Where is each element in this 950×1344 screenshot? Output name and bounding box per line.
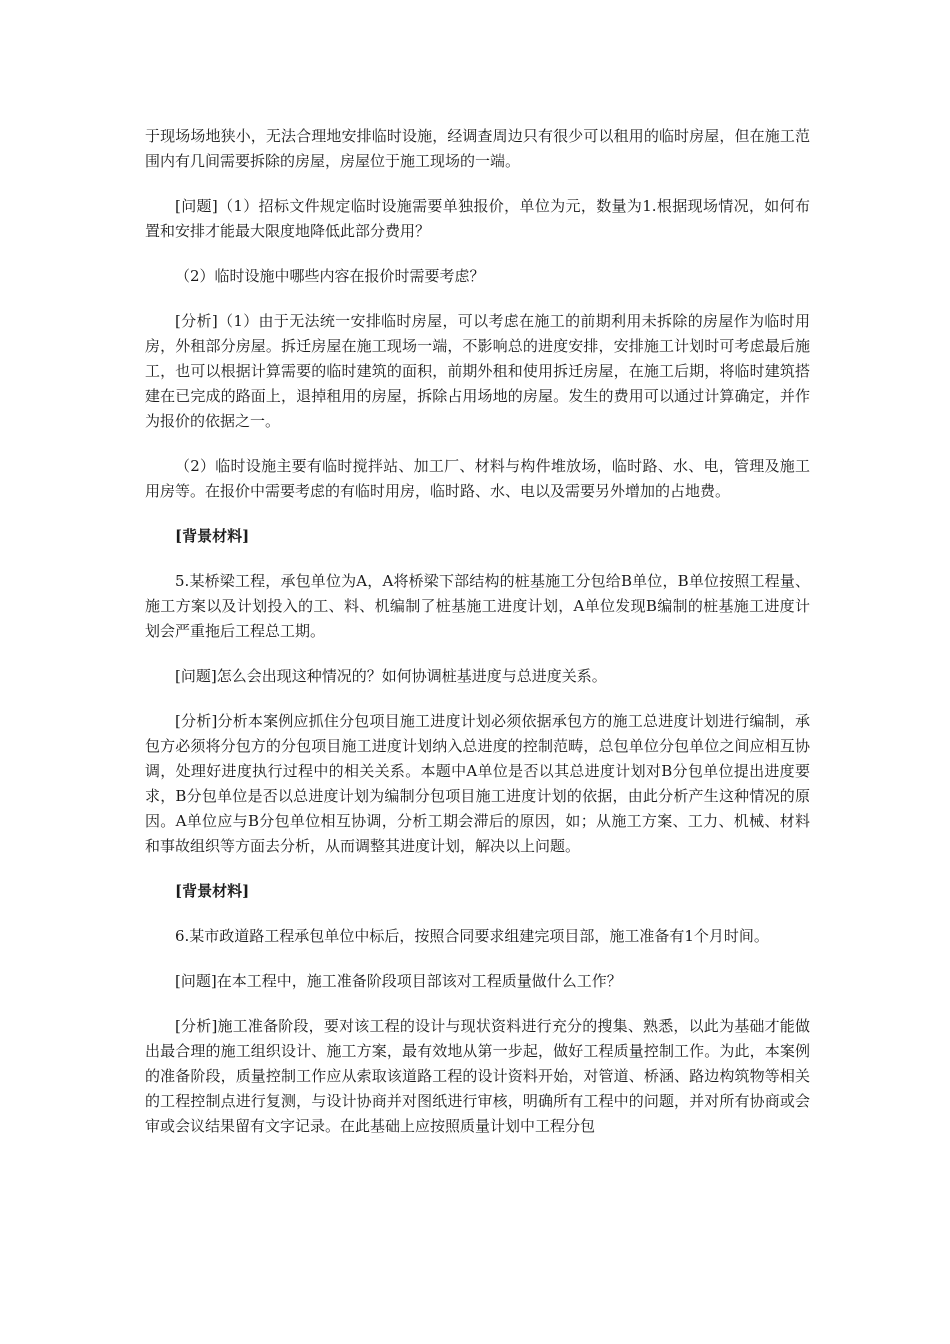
paragraph-question-6: [问题]在本工程中，施工准备阶段项目部该对工程质量做什么工作？	[175, 972, 622, 990]
paragraph-analysis-4-1: [分析]（1）由于无法统一安排临时房屋，可以考虑在施工的前期利用未拆除的房屋作为临时用房，外租部分房屋。拆迁房屋在施工现场一端，不影响总的进度安排，安排施工计划时可考虑最后施工，也可以根据计算需要的临时建筑的面积，前期外租和使用拆迁房屋，在施工后期，将临时建筑搭建在已完成的路面上，退掉租用的房屋，拆除占用场地的房屋。发生的费用可以通过计算确定，并作为报价的依据之一。	[145, 312, 810, 430]
paragraph-analysis-6: [分析]施工准备阶段，要对该工程的设计与现状资料进行充分的搜集、熟悉，以此为基础才能做出最合理的施工组织设计、施工方案，最有效地从第一步起，做好工程质量控制工作。为此，本案例的准备阶段，质量控制工作应从索取该道路工程的设计资料开始，对管道、桥涵、路边构筑物等相关的工程控制点进行复测，与设计协商并对图纸进行审核，明确所有工程中的问题，并对所有协商或会审或会议结果留有文字记录。在此基础上应按照质量计划中工程分包	[145, 1017, 810, 1135]
paragraph-analysis-5: [分析]分析本案例应抓住分包项目施工进度计划必须依据承包方的施工总进度计划进行编制，承包方必须将分包方的分包项目施工进度计划纳入总进度的控制范畴，总包单位分包单位之间应相互协调，处理好进度执行过程中的相关关系。本题中A单位是否以其总进度计划对B分包单位提出进度要求，B分包单位是否以总进度计划为编制分包项目施工进度计划的依据，由此分析产生这种情况的原因。A单位应与B分包单位相互协调，分析工期会滞后的原因，如；从施工方案、工力、机械、材料和事故组织等方面去分析，从而调整其进度计划，解决以上问题。	[145, 712, 810, 855]
paragraph-case-6: 6.某市政道路工程承包单位中标后，按照合同要求组建完项目部，施工准备有1个月时间。	[175, 927, 769, 945]
section-heading-background-6: [背景材料]	[175, 882, 250, 900]
paragraph-question-4-1: [问题]（1）招标文件规定临时设施需要单独报价，单位为元，数量为1.根据现场情况，如何布置和安排才能最大限度地降低此部分费用？	[145, 197, 810, 240]
paragraph-case-5: 5.某桥梁工程，承包单位为A，A将桥梁下部结构的桩基施工分包给B单位，B单位按照工程量、施工方案以及计划投入的工、料、机编制了桩基施工进度计划，A单位发现B编制的桩基施工进度计划会严重拖后工程总工期。	[145, 572, 810, 640]
paragraph-site-conditions: 于现场场地狭小，无法合理地安排临时设施，经调查周边只有很少可以租用的临时房屋，但在施工范围内有几间需要拆除的房屋，房屋位于施工现场的一端。	[145, 127, 810, 170]
paragraph-question-5: [问题]怎么会出现这种情况的？如何协调桩基进度与总进度关系。	[175, 667, 607, 685]
document-body	[145, 124, 810, 1159]
paragraph-analysis-4-2: （2）临时设施主要有临时搅拌站、加工厂、材料与构件堆放场，临时路、水、电，管理及施工用房等。在报价中需要考虑的有临时用房，临时路、水、电以及需要另外增加的占地费。	[145, 457, 810, 500]
section-heading-background-5: [背景材料]	[175, 527, 250, 545]
paragraph-question-4-2: （2）临时设施中哪些内容在报价时需要考虑？	[175, 267, 485, 285]
